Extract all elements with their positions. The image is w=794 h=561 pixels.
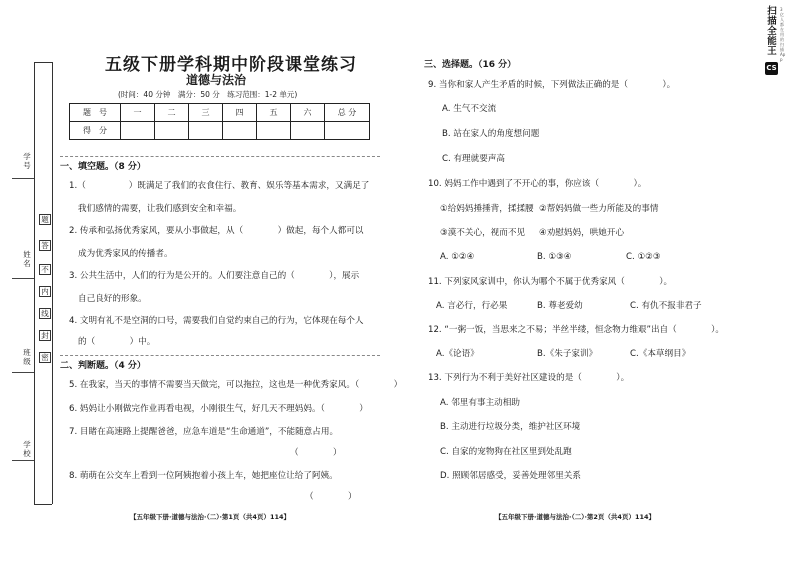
question-13-option-c: C. 自家的宠物狗在社区里到处乱跑 (440, 447, 572, 457)
score-header-cell: 五 (257, 104, 291, 122)
scanner-brand: 扫描全能王 (767, 6, 777, 57)
question-13-option-b: B. 主动进行垃圾分类，维护社区环境 (440, 422, 581, 432)
question-3-line2: 自己良好的形象。 (78, 294, 147, 304)
question-9-option-c: C. 有理就要声高 (442, 154, 506, 164)
section-multiple-choice: 三、选择题。（16 分） (424, 60, 517, 70)
question-11: 11. 下列家风家训中，你认为哪个不属于优秀家风（ ）。 (428, 277, 673, 287)
question-5: 5. 在我家，当天的事情不需要当天做完，可以拖拉，这也是一种优秀家风。（ ） (69, 380, 403, 390)
question-1-line2: 我们感情的需要，让我们感到安全和幸福。 (78, 204, 242, 214)
question-6: 6. 妈妈让小刚做完作业再看电视，小刚很生气，好几天不理妈妈。（ ） (69, 404, 368, 414)
score-header-cell: 二 (155, 104, 189, 122)
right-page-footer: 【五年级下册·道德与法治·（二）·第2页（共4页）114】 (495, 513, 656, 521)
score-cell[interactable] (325, 122, 370, 140)
seal-char: 内 (39, 286, 51, 297)
seal-char: 答 (39, 240, 51, 251)
left-page-footer: 【五年级下册·道德与法治·（二）·第1页（共4页）114】 (130, 513, 291, 521)
question-10-item-1: ①给妈妈捶捶背，揉揉腰 (440, 204, 534, 214)
subject-title: 道德与法治 (186, 73, 247, 87)
score-cell[interactable] (155, 122, 189, 140)
question-9-option-a: A. 生气不交流 (442, 104, 497, 114)
question-4-line1: 4. 文明有礼不是空洞的口号，需要我们自觉约束自己的行为，它体现在每个人 (69, 316, 364, 326)
question-10-item-4: ④劝慰妈妈，哄她开心 (539, 228, 625, 238)
section-true-false: 二、判断题。（4 分） (60, 361, 146, 371)
seal-char: 密 (39, 352, 51, 363)
question-10-option-c: C. ①②③ (626, 252, 661, 262)
seal-char: 不 (39, 264, 51, 275)
question-11-option-c: C. 有仇不报非君子 (630, 301, 702, 311)
question-13-option-d: D. 照顾邻居感受，妥善处理邻里关系 (440, 471, 581, 481)
score-cell[interactable] (223, 122, 257, 140)
question-9: 9. 当你和家人产生矛盾的时候，下列做法正确的是（ ）。 (428, 80, 676, 90)
question-1-line1: 1.（ ）既满足了我们的衣食住行、教育、娱乐等基本需求，又满足了 (69, 181, 370, 191)
question-11-option-a: A. 言必行，行必果 (436, 301, 508, 311)
score-cell[interactable] (121, 122, 155, 140)
scanner-watermark (760, 5, 790, 79)
question-13-option-a: A. 邻里有事主动相助 (440, 398, 520, 408)
score-header-cell: 四 (223, 104, 257, 122)
question-13: 13. 下列行为不利于美好社区建设的是（ ）。 (428, 373, 630, 383)
score-table (69, 103, 370, 140)
score-header-cell: 六 (291, 104, 325, 122)
seal-char: 题 (39, 214, 51, 225)
scanner-badge-icon: CS (765, 62, 778, 75)
score-header-cell: 题 号 (70, 104, 121, 122)
question-7-line1: 7. 目睹在高速路上提醒爸爸，应急车道是“生命通道”，不能随意占用。 (69, 427, 339, 437)
question-12-option-c: C.《本草纲目》 (630, 349, 691, 359)
question-12-option-b: B.《朱子家训》 (537, 349, 598, 359)
scanner-tagline: 3亿人都在用的扫描App (780, 7, 786, 62)
score-header-cell: 总 分 (325, 104, 370, 122)
question-11-option-b: B. 尊老爱幼 (537, 301, 583, 311)
page-title: 五级下册学科期中阶段课堂练习 (105, 55, 357, 75)
question-12-option-a: A.《论语》 (436, 349, 479, 359)
seal-char: 封 (39, 330, 51, 341)
question-3-line1: 3. 公共生活中，人们的行为是公开的。人们要注意自己的（ ），展示 (69, 271, 360, 281)
question-7-line2: （ ） (290, 448, 342, 458)
question-12: 12. “一粥一饭，当思来之不易；半丝半缕，恒念物力维艰”出自（ ）。 (428, 325, 725, 335)
score-cell[interactable] (189, 122, 223, 140)
score-header-cell: 一 (121, 104, 155, 122)
section-fill-in: 一、填空题。（8 分） (60, 162, 146, 172)
question-2-line2: 成为优秀家风的传播者。 (78, 249, 173, 259)
school-label: 学校 (23, 440, 31, 458)
question-10: 10. 妈妈工作中遇到了不开心的事，你应该（ ）。 (428, 179, 647, 189)
score-header-cell: 三 (189, 104, 223, 122)
question-10-option-b: B. ①③④ (537, 252, 572, 262)
seal-char: 线 (39, 308, 51, 319)
score-cell[interactable] (291, 122, 325, 140)
question-10-item-2: ②帮妈妈做一些力所能及的事情 (539, 204, 659, 214)
score-row-label: 得 分 (70, 122, 121, 140)
question-2-line1: 2. 传承和弘扬优秀家风，要从小事做起，从（ ）做起，每个人都可以 (69, 226, 364, 236)
question-4-line2: 的（ ）中。 (78, 337, 156, 347)
exam-info: (时间：40 分钟 满分：50 分 练习范围：1-2 单元) (118, 90, 298, 99)
question-10-option-a: A. ①②④ (440, 252, 475, 262)
question-8-answer: （ ） (305, 492, 357, 502)
question-8: 8. 萌萌在公交车上看到一位阿姨抱着小孩上车，她把座位让给了阿姨。 (69, 471, 338, 481)
question-10-item-3: ③漠不关心，视而不见 (440, 228, 526, 238)
class-label: 班级 (23, 348, 31, 366)
name-label: 姓名 (23, 250, 31, 268)
student-id-label: 学号 (23, 152, 31, 170)
question-9-option-b: B. 站在家人的角度想问题 (442, 129, 540, 139)
score-cell[interactable] (257, 122, 291, 140)
